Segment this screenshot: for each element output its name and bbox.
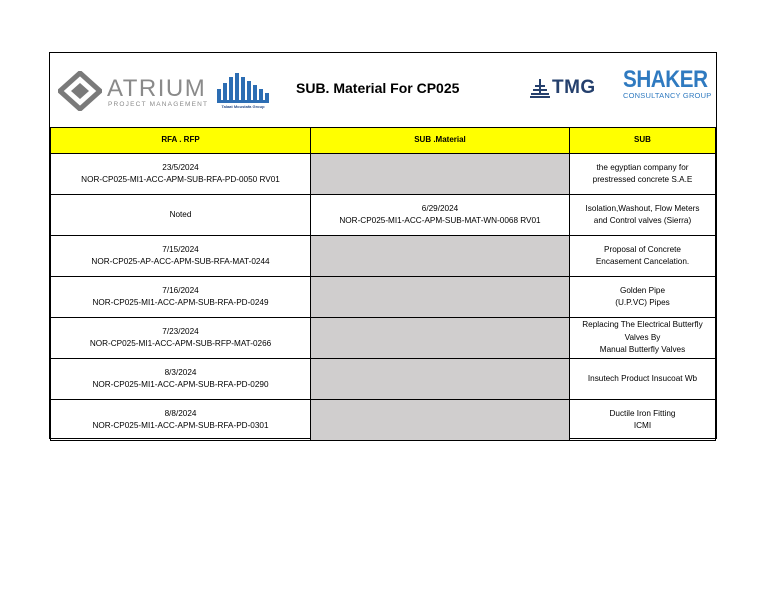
- sub-cell-line: Isolation,Washout, Flow Meters: [585, 203, 700, 213]
- page-title: SUB. Material For CP025: [296, 80, 460, 96]
- rfa-cell: [51, 359, 311, 400]
- sub-cell-line: Proposal of Concrete: [604, 244, 681, 254]
- shaker-subtitle: CONSULTANCY GROUP: [623, 91, 712, 100]
- table-body: [51, 154, 716, 441]
- sub-cell: [570, 318, 716, 359]
- shaker-wordmark: SHAKER: [623, 66, 708, 93]
- sub-cell-line: prestressed concrete S.A.E: [592, 175, 693, 184]
- rfa-cell-line: NOR-CP025-MI1-ACC-APM-SUB-RFA-PD-0249: [92, 298, 269, 307]
- rfa-cell-line: 23/5/2024: [162, 162, 199, 172]
- building-icon: [215, 71, 271, 105]
- atrium-diamond-icon: [58, 71, 102, 111]
- rfa-cell: [51, 154, 311, 195]
- material-cell: [311, 154, 570, 195]
- table-row: [51, 195, 716, 236]
- document-header: [50, 53, 716, 128]
- sub-cell: [570, 236, 716, 277]
- materials-table: [50, 127, 716, 441]
- material-cell-line: 6/29/2024: [421, 203, 459, 213]
- sub-cell: [570, 277, 716, 318]
- material-cell: [311, 236, 570, 277]
- table-header-row: [51, 128, 716, 154]
- sub-cell: [570, 154, 716, 195]
- rfa-cell-line: 7/23/2024: [162, 326, 199, 336]
- rfa-cell: [51, 400, 311, 441]
- sub-cell-line: Ductile Iron Fitting: [609, 408, 676, 418]
- sub-cell-line: Replacing The Electrical Butterfly: [582, 320, 703, 330]
- column-header-sub: SUB: [570, 128, 716, 154]
- rfa-cell: [51, 236, 311, 277]
- sub-cell-line: Insutech Product Insucoat Wb: [587, 373, 698, 383]
- rfa-cell-line: 8/3/2024: [164, 367, 197, 377]
- table-row: [51, 318, 716, 359]
- table-row: [51, 359, 716, 400]
- atrium-subtitle: PROJECT MANAGEMENT: [108, 101, 209, 108]
- material-cell: [311, 277, 570, 318]
- rfa-cell-line: 7/15/2024: [162, 244, 199, 254]
- sub-cell-line: and Control valves (Sierra): [593, 216, 692, 225]
- rfa-cell-line: NOR-CP025-MI1-ACC-APM-SUB-RFA-PD-0301: [92, 421, 269, 430]
- rfa-cell: [51, 195, 311, 236]
- rfa-cell-line: NOR-CP025-MI1-ACC-APM-SUB-RFA-PD-0050 RV01: [81, 175, 280, 184]
- sub-cell: [570, 400, 716, 441]
- tmg-logo: [530, 77, 596, 101]
- table-row: [51, 277, 716, 318]
- sub-cell-line: Manual Butterfly Valves: [599, 345, 686, 355]
- rfa-cell-line: 7/16/2024: [162, 285, 199, 295]
- sub-cell: [570, 359, 716, 400]
- sub-cell-line: Valves By: [624, 332, 661, 342]
- material-cell: [311, 400, 570, 441]
- column-header-rfa: RFA . RFP: [51, 128, 311, 154]
- rfa-cell-line: NOR-CP025-AP-ACC-APM-SUB-RFA-MAT-0244: [91, 257, 270, 266]
- document-sheet: [49, 52, 717, 439]
- sub-cell: [570, 195, 716, 236]
- column-header-material: SUB .Material: [311, 128, 570, 154]
- material-cell: [311, 359, 570, 400]
- table-row: [51, 400, 716, 441]
- material-cell: [311, 318, 570, 359]
- material-cell-line: NOR-CP025-MI1-ACC-APM-SUB-MAT-WN-0068 RV01: [339, 216, 541, 225]
- sub-cell-line: Golden Pipe: [619, 285, 666, 295]
- rfa-cell: [51, 318, 311, 359]
- tmg-building-icon: [530, 77, 550, 99]
- atrium-wordmark: ATRIUM: [107, 75, 207, 102]
- tmg-wordmark: TMG: [552, 77, 596, 98]
- sub-cell-line: the egyptian company for: [596, 162, 689, 172]
- rfa-cell: [51, 277, 311, 318]
- table-row: [51, 236, 716, 277]
- rfa-cell-line: 8/8/2024: [164, 408, 197, 418]
- rfa-cell-line: NOR-CP025-MI1-ACC-APM-SUB-RFP-MAT-0266: [89, 339, 272, 348]
- sub-cell-line: ICMI: [633, 421, 652, 430]
- sub-cell-line: (U.P.VC) Pipes: [615, 298, 670, 307]
- rfa-cell-line: Noted: [169, 209, 192, 219]
- table-row: [51, 154, 716, 195]
- tmg-arabic-logo: [215, 71, 271, 113]
- material-cell: [311, 195, 570, 236]
- shaker-logo: [623, 66, 712, 100]
- sub-cell-line: Encasement Cancelation.: [595, 257, 690, 266]
- tmg-caption: Talaat Moustafa Group: [221, 104, 265, 109]
- rfa-cell-line: NOR-CP025-MI1-ACC-APM-SUB-RFA-PD-0290: [92, 380, 269, 389]
- atrium-logo: [58, 71, 216, 111]
